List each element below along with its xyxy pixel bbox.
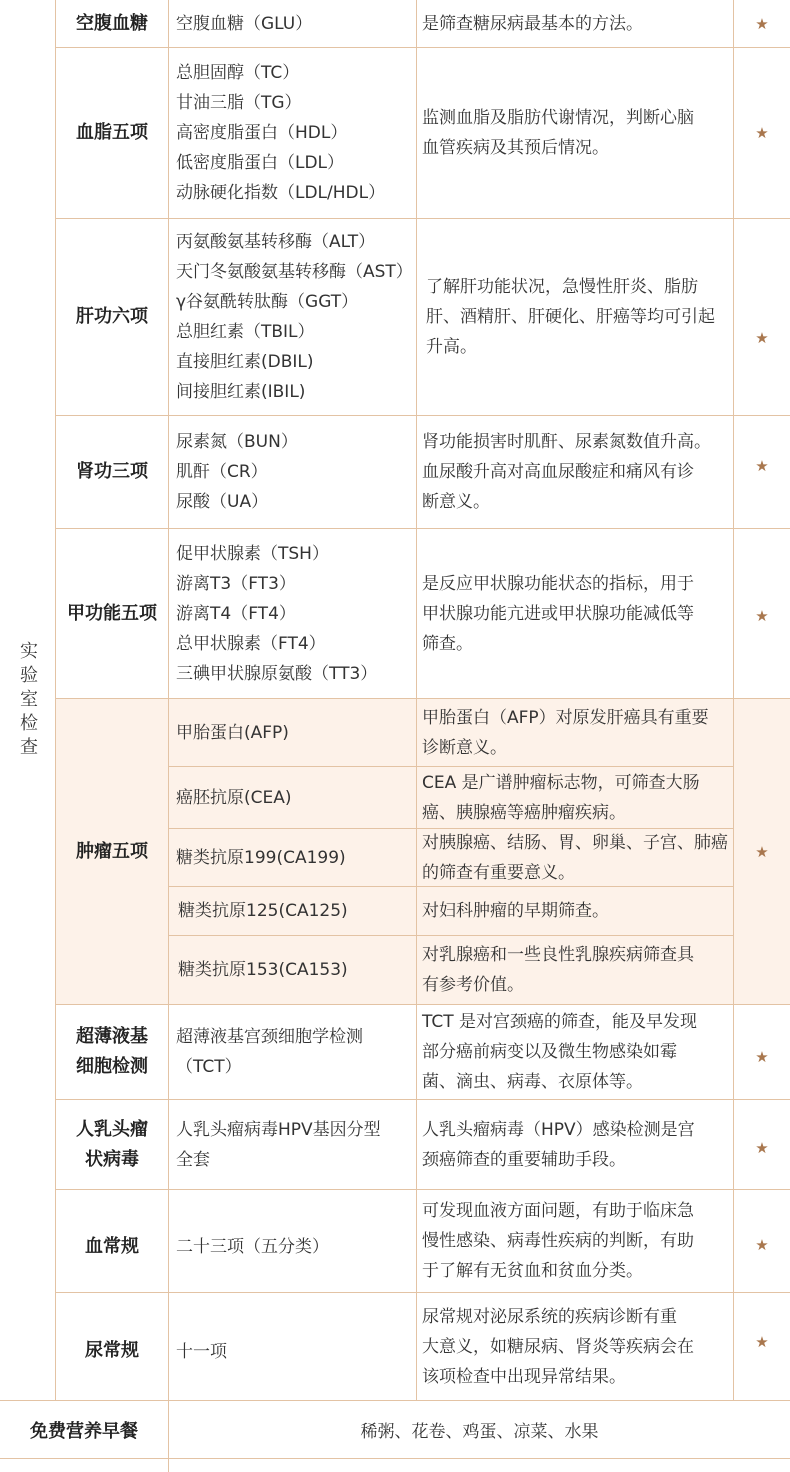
breakfast-content: 稀粥、花卷、鸡蛋、凉菜、水果 bbox=[360, 1422, 599, 1442]
category-cell: 血脂五项 bbox=[76, 122, 148, 143]
category-cell: 肿瘤五项 bbox=[76, 840, 148, 862]
items-cell: 甲胎蛋白(AFP) bbox=[176, 722, 289, 743]
category-cell: 肝功六项 bbox=[76, 306, 148, 327]
desc-cell: TCT 是对宫颈癌的筛查，能及早发现 部分癌前病变以及微生物感染如霉 菌、滴虫、病毒、衣原体等。 bbox=[422, 1012, 698, 1092]
items-cell: 促甲状腺素（TSH） 游离T3（FT3） 游离T4（FT4） 总甲状腺素（FT4） 三碘甲状腺原氨酸（TT3） bbox=[176, 543, 378, 684]
category-cell: 肾功三项 bbox=[76, 461, 148, 482]
desc-cell: 甲胎蛋白（AFP）对原发肝癌具有重要 诊断意义。 bbox=[422, 707, 709, 758]
desc-cell: 人乳头瘤病毒（HPV）感染检测是宫 颈癌筛查的重要辅助手段。 bbox=[422, 1119, 695, 1170]
star-icon: ★ bbox=[755, 15, 769, 33]
star-icon: ★ bbox=[755, 329, 769, 347]
category-cell: 尿常规 bbox=[85, 1340, 139, 1361]
desc-cell: 尿常规对泌尿系统的疾病诊断有重 大意义，如糖尿病、肾炎等疾病会在 该项检查中出现异常结果。 bbox=[422, 1307, 694, 1387]
star-icon: ★ bbox=[755, 1333, 769, 1351]
desc-cell: 是筛查糖尿病最基本的方法。 bbox=[422, 14, 643, 34]
items-cell: 糖类抗原199(CA199) bbox=[176, 847, 346, 868]
items-cell: 癌胚抗原(CEA) bbox=[176, 787, 292, 808]
items-cell: 二十三项（五分类） bbox=[176, 1236, 329, 1257]
items-cell: 糖类抗原125(CA125) bbox=[178, 901, 348, 921]
star-icon: ★ bbox=[755, 457, 769, 475]
desc-cell: 是反应甲状腺功能状态的指标，用于 甲状腺功能亢进或甲状腺功能减低等 筛查。 bbox=[422, 573, 694, 654]
category-cell: 人乳头瘤 状病毒 bbox=[76, 1118, 148, 1170]
side-label-lab-tests: 实 验 室 检 查 bbox=[20, 641, 38, 758]
desc-cell: CEA 是广谱肿瘤标志物，可筛查大肠 癌、胰腺癌等癌肿瘤疾病。 bbox=[422, 772, 700, 823]
desc-cell: 监测血脂及脂肪代谢情况，判断心脑 血管疾病及其预后情况。 bbox=[422, 108, 694, 158]
star-icon: ★ bbox=[755, 1236, 769, 1254]
items-cell: 糖类抗原153(CA153) bbox=[178, 960, 348, 980]
items-cell: 空腹血糖（GLU） bbox=[176, 14, 313, 34]
star-icon: ★ bbox=[755, 1048, 769, 1066]
star-icon: ★ bbox=[755, 1139, 769, 1157]
desc-cell: 对胰腺癌、结肠、胃、卵巢、子宫、肺癌 的筛查有重要意义。 bbox=[422, 832, 728, 883]
desc-cell: 可发现血液方面问题，有助于临床急 慢性感染、病毒性疾病的判断，有助 于了解有无贫血和贫血分类。 bbox=[422, 1201, 694, 1281]
items-cell: 总胆固醇（TC） 甘油三脂（TG） 高密度脂蛋白（HDL） 低密度脂蛋白（LDL） 动脉硬化指数（LDL/HDL） bbox=[176, 63, 386, 203]
category-cell: 血常规 bbox=[85, 1235, 139, 1257]
items-cell: 十一项 bbox=[176, 1342, 227, 1362]
star-icon: ★ bbox=[755, 124, 769, 142]
category-cell: 空腹血糖 bbox=[76, 13, 148, 34]
items-cell: 超薄液基宫颈细胞学检测 （TCT） bbox=[176, 1027, 363, 1077]
star-icon: ★ bbox=[755, 842, 769, 861]
desc-cell: 肾功能损害时肌酐、尿素氮数值升高。 血尿酸升高对高血尿酸症和痛风有诊 断意义。 bbox=[422, 432, 711, 512]
star-icon: ★ bbox=[755, 607, 769, 625]
desc-cell: 对妇科肿瘤的早期筛查。 bbox=[422, 901, 609, 921]
category-cell: 超薄液基 细胞检测 bbox=[76, 1026, 148, 1077]
desc-cell: 了解肝功能状况，急慢性肝炎、脂肪 肝、酒精肝、肝硬化、肝癌等均可引起 升高。 bbox=[426, 277, 715, 357]
items-cell: 人乳头瘤病毒HPV基因分型 全套 bbox=[176, 1119, 381, 1170]
items-cell: 丙氨酸氨基转移酶（ALT） 天门冬氨酸氨基转移酶（AST） γ谷氨酰转肽酶（GGT） 总胆红素（TBIL） 直接胆红素(DBIL) 间接胆红素(IBIL) bbox=[176, 232, 413, 402]
desc-cell: 对乳腺癌和一些良性乳腺疾病筛查具 有参考价值。 bbox=[422, 945, 694, 995]
category-cell: 甲功能五项 bbox=[67, 602, 157, 624]
breakfast-label: 免费营养早餐 bbox=[30, 1421, 138, 1442]
items-cell: 尿素氮（BUN） 肌酐（CR） 尿酸（UA） bbox=[176, 432, 298, 512]
